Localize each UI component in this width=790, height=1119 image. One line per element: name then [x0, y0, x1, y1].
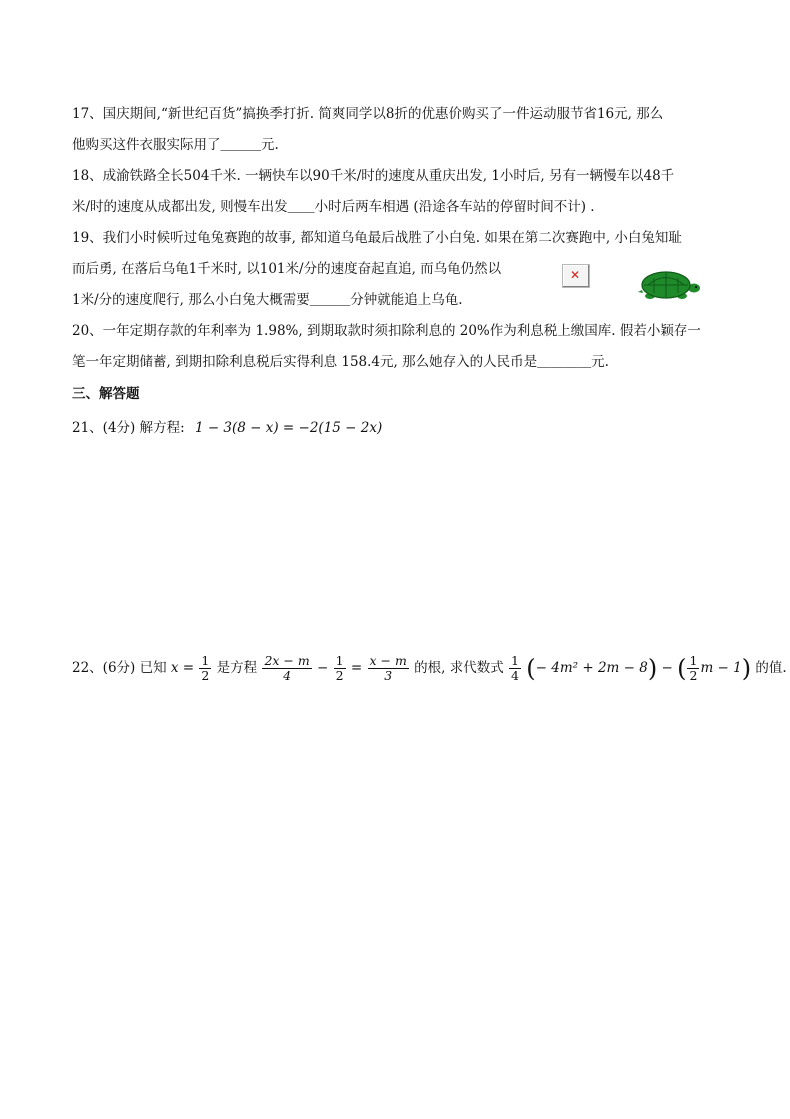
q19-line1: 19、我们小时候听过龟兔赛跑的故事, 都知道乌龟最后战胜了小白兔. 如果在第二次赛跑中, 小白兔知耻	[72, 230, 682, 246]
q18-line1: 18、成渝铁路全长504千米. 一辆快车以90千米/时的速度从重庆出发, 1小时后, 另有一辆慢车以48千	[72, 168, 675, 184]
q22-suffix: 的值.	[755, 660, 787, 676]
q20-line1: 20、一年定期存款的年利率为 1.98%, 到期取款时须扣除利息的 20%作为利息税上缴国库. 假若小颖存一	[72, 323, 701, 339]
q22-minus2: −	[661, 660, 673, 676]
q22-equals: =	[350, 660, 363, 676]
q17-line1: 17、国庆期间,“新世纪百货”搞换季打折. 简爽同学以8折的优惠价购买了一件运动服节省16元, 那么	[72, 106, 664, 122]
q22-expr2: m − 1	[700, 660, 742, 676]
q22-half-fraction: $\frac{1}{2}$	[201, 653, 210, 683]
section3-title: 三、解答题	[72, 386, 140, 402]
q22-eq-fraction-2: $\frac{1}{2}$	[335, 653, 344, 683]
q22-line: 22、(6分) 已知 x = $\frac{1}{2}$ 是方程 $\frac{2x - m}{4}$ − $\frac{1}{2}$ = $\frac{x - m}{3}$ 的根, 求代数式 $\frac{1}{4}$ (− 4m² + 2m − 8) − ( $\frac{1}{2}$ m − 1) 的值.	[72, 653, 787, 683]
q19-line3: 1米/分的速度爬行, 那么小白兔大概需要＿＿＿分钟就能追上乌龟.	[72, 292, 463, 308]
q22-expr1: − 4m² + 2m − 8	[535, 660, 648, 676]
q22-minus: −	[317, 660, 329, 676]
turtle-icon	[638, 266, 702, 302]
broken-image-icon: ✕	[562, 264, 590, 288]
q22-quarter-fraction: $\frac{1}{4}$	[511, 653, 519, 683]
q17-line2: 他购买这件衣服实际用了＿＿＿元.	[72, 137, 279, 153]
q21-prefix: 21、(4分) 解方程:	[72, 420, 185, 436]
q22-inner-fraction: $\frac{1}{2}$	[689, 653, 698, 683]
q19-line2: 而后勇, 在落后乌龟1千米时, 以101米/分的速度奋起直追, 而乌龟仍然以	[72, 261, 502, 277]
q22-prefix: 22、(6分) 已知	[72, 660, 167, 676]
q18-line2: 米/时的速度从成都出发, 则慢车出发＿＿小时后两车相遇 (沿途各车站的停留时间不计) .	[72, 199, 595, 215]
q22-is-root-of: 是方程	[216, 660, 258, 676]
q22-x-eq: x =	[170, 660, 195, 676]
q21-line	[72, 418, 722, 438]
q21-equation: 1 − 3(8 − x) = −2(15 − 2x)	[194, 420, 383, 436]
q22-root-text: 的根, 求代数式	[414, 660, 504, 676]
q20-line2: 笔一年定期储蓄, 到期扣除利息税后实得利息 158.4元, 那么她存入的人民币是＿＿＿＿元.	[72, 354, 609, 370]
q22-eq-fraction-1: $\frac{2x - m}{4}$	[264, 653, 310, 683]
q22-eq-fraction-3: $\frac{x - m}{3}$	[369, 653, 407, 683]
